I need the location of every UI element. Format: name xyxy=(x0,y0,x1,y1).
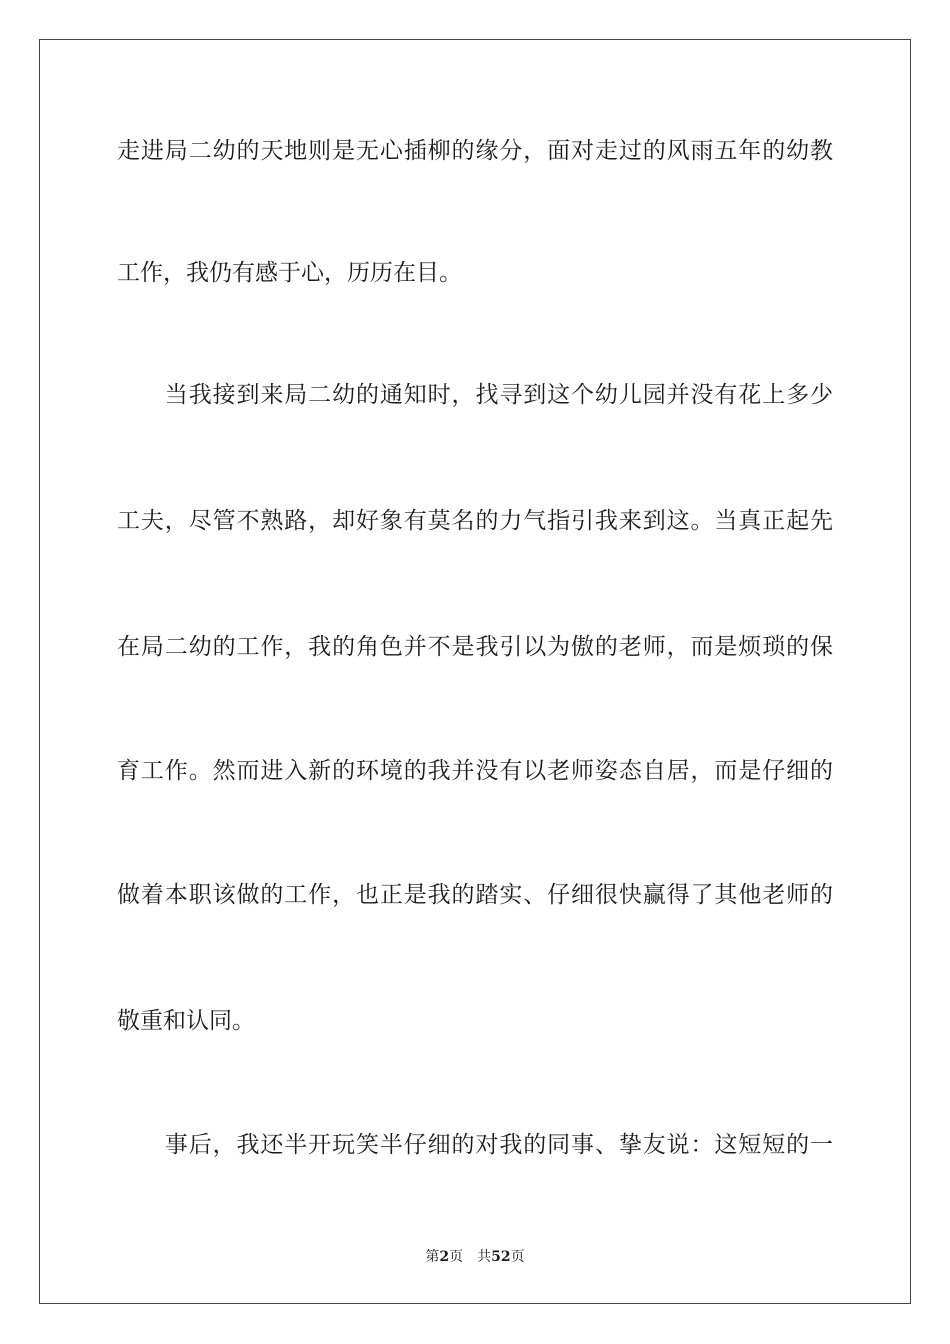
body-line-8: 敬重和认同。 xyxy=(117,1008,255,1034)
total-prefix: 共 xyxy=(477,1249,492,1265)
body-line-4: 工夫，尽管不熟路，却好象有莫名的力气指引我来到这。当真正起先 xyxy=(117,508,833,534)
body-line-3: 当我接到来局二幼的通知时，找寻到这个幼儿园并没有花上多少 xyxy=(117,382,833,408)
total-pages: 52 xyxy=(491,1249,511,1265)
body-line-5: 在局二幼的工作，我的角色并不是我引以为傲的老师，而是烦琐的保 xyxy=(117,634,833,660)
body-line-9: 事后，我还半开玩笑半仔细的对我的同事、挚友说：这短短的一 xyxy=(117,1132,833,1158)
page-footer xyxy=(0,1248,950,1266)
page-prefix: 第 xyxy=(425,1249,440,1265)
page-suffix: 页 xyxy=(449,1249,464,1265)
page-number: 2 xyxy=(439,1249,450,1265)
body-line-6: 育工作。然而进入新的环境的我并没有以老师姿态自居，而是仔细的 xyxy=(117,758,833,784)
body-line-7: 做着本职该做的工作，也正是我的踏实、仔细很快赢得了其他老师的 xyxy=(117,882,833,908)
body-line-1: 走进局二幼的天地则是无心插柳的缘分，面对走过的风雨五年的幼教 xyxy=(117,138,833,164)
page-border xyxy=(39,39,911,1304)
body-line-2: 工作，我仍有感于心，历历在目。 xyxy=(117,260,462,286)
total-suffix: 页 xyxy=(510,1249,525,1265)
